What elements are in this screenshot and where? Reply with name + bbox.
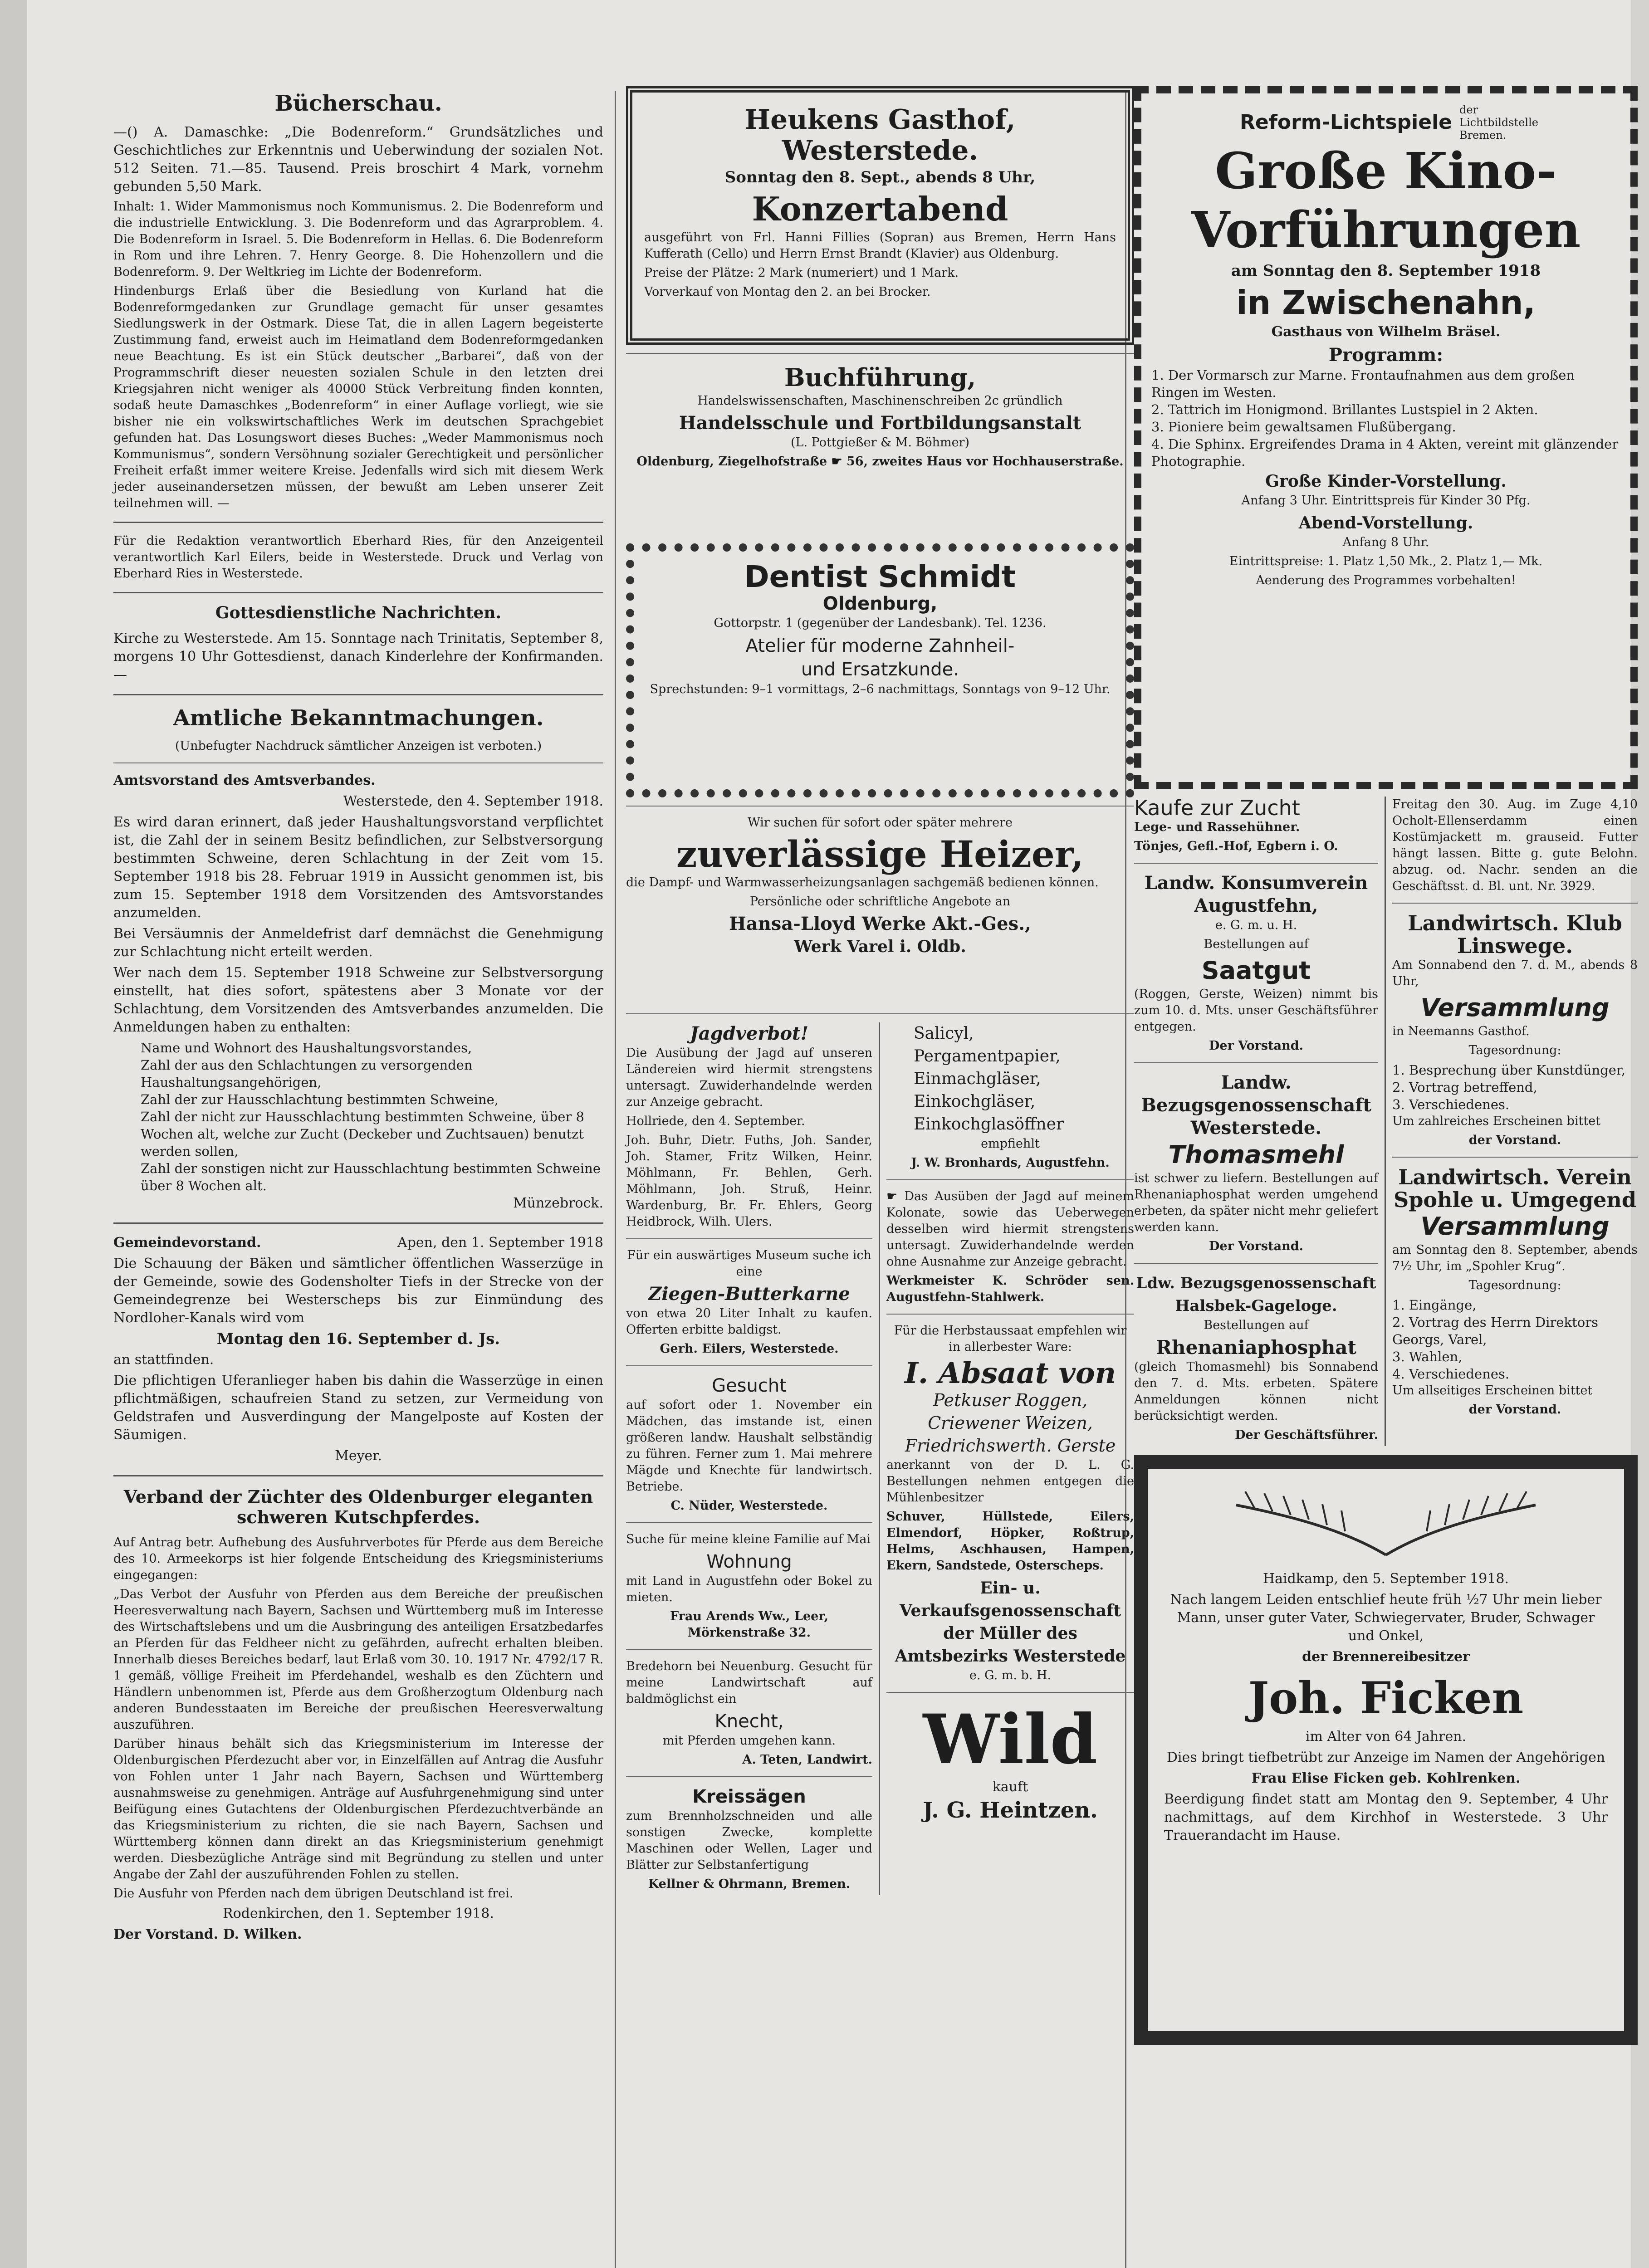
kino-title-line1: Große Kino-: [1215, 142, 1557, 200]
halsbek-title: Ldw. Bezugsgenossenschaft Halsbek-Gageloge.: [1136, 1274, 1376, 1315]
agenda-item: 3. Verschiedenes.: [1392, 1097, 1510, 1112]
column-rule: [615, 91, 616, 2268]
list-item: Zahl der nicht zur Hausschlachtung bestimmten Schweine, über 8 Wochen alt, welche zur Zucht (Deckeber und Zuchtsauen) benutzt werden sollen,: [141, 1109, 584, 1159]
absaat-item: Friedrichswerth. Gerste: [905, 1436, 1116, 1456]
museum-text2: von etwa 20 Liter Inhalt zu kaufen. Offerten erbitte baldigst.: [626, 1306, 872, 1337]
museum-title: Ziegen-Butterkarne: [648, 1283, 850, 1305]
kino-program-item: 1. Der Vormarsch zur Marne. Frontaufnahmen aus dem großen Ringen im Westen.: [1151, 367, 1575, 400]
buecherschau-intro: —() A. Damaschke: „Die Bodenreform.“ Grundsätzliches und Geschichtliches zur Erkenntnis und Ueberwindung der sozialen Not. 512 Seiten. 71.—85. Tausend. Preis broschirt 4 Mark, vornehm gebunden 5,50 Mark.: [113, 124, 603, 195]
konsum-signature: Der Vorstand.: [1209, 1039, 1303, 1053]
spohle-event: Versammlung: [1420, 1212, 1610, 1241]
divider: [1134, 1062, 1378, 1063]
right-right-subcolumn: [1386, 797, 1638, 1446]
divider: [1134, 1263, 1378, 1264]
kino-evening-start: Anfang 8 Uhr.: [1342, 535, 1429, 549]
gemeinde-header: [113, 1234, 603, 1255]
death-name: Joh. Ficken: [1248, 1672, 1524, 1724]
scan-edge-left: [0, 0, 27, 2268]
column-middle: [626, 86, 1134, 1895]
jagd-title: Jagdverbot!: [690, 1023, 809, 1044]
wild-text: kauft: [992, 1779, 1028, 1795]
klub-signature: der Vorstand.: [1468, 1133, 1561, 1147]
wild-signature: J. G. Heintzen.: [923, 1798, 1098, 1823]
divider: [113, 1222, 603, 1224]
list-item: Zahl der aus den Schlachtungen zu versorgenden Haushaltungsangehörigen,: [141, 1057, 473, 1090]
dentist-address: Gottorpstr. 1 (gegenüber der Landesbank). Tel. 1236.: [714, 616, 1047, 630]
jagd-names: Joh. Buhr, Dietr. Fuths, Joh. Sander, Joh. Stamer, Fritz Wilken, Heinr. Möhlmann, Fr. Behlen, Gerh. Möhlmann, Joh. Struß, Heinr. Wardenburg, Br. Fr. Ehlers, Georg Heidbrock, Wilh. Ulers.: [626, 1133, 872, 1229]
verband-heading: Verband der Züchter des Oldenburger eleganten schweren Kutschpferdes.: [123, 1486, 593, 1527]
gesucht-text: auf sofort oder 1. November ein Mädchen, das imstande ist, einen größeren landw. Haushalt selbständig zu führen. Ferner zum 1. Mai mehrere Mägde und Knechte für landwirtsch. Betriebe.: [626, 1398, 872, 1494]
bezugs-title: Landw. Bezugsgenossenschaft Westerstede.: [1141, 1072, 1371, 1139]
museum-signature: Gerh. Eilers, Westerstede.: [660, 1342, 839, 1356]
knecht-text: Bredehorn bei Neuenburg. Gesucht für meine Landwirtschaft auf baldmöglichst ein: [626, 1659, 872, 1706]
impressum: Für die Redaktion verantwortlich Eberhard Ries, für den Anzeigenteil verantwortlich Karl Eilers, beide in Westerstede. Druck und Verlag von Eberhard Ries in Westerstede.: [113, 534, 603, 581]
death-text2: Dies bringt tiefbetrübt zur Anzeige im Namen der Angehörigen: [1166, 1750, 1605, 1765]
middle-left-subcolumn: [626, 1022, 880, 1895]
amtsvorstand-signature: Münzebrock.: [513, 1195, 603, 1211]
list-item: Salicyl,: [914, 1024, 974, 1043]
amtsvorstand-list: [113, 1039, 603, 1194]
dentist-title: Dentist Schmidt: [744, 559, 1016, 594]
knecht-text2: mit Pferden umgehen kann.: [662, 1734, 836, 1748]
agenda-item: 1. Eingänge,: [1392, 1297, 1477, 1313]
zucht-title: Kaufe zur Zucht: [1134, 796, 1300, 820]
amtliche-title: Amtliche Bekanntmachungen.: [173, 705, 544, 731]
spohle-title: Landwirtsch. Verein Spohle u. Umgegend: [1394, 1165, 1636, 1212]
agenda-item: 2. Vortrag des Herrn Direktors Georgs, Varel,: [1392, 1315, 1598, 1347]
spohle-agenda: [1392, 1296, 1638, 1383]
konsum-title: Landw. Konsumverein Augustfehn,: [1144, 872, 1368, 916]
kino-venue: Gasthaus von Wilhelm Bräsel.: [1271, 324, 1501, 340]
agenda-item: 2. Vortrag betreffend,: [1392, 1080, 1537, 1095]
wild-title: Wild: [923, 1700, 1098, 1779]
kino-program-item: 2. Tattrich im Honigmond. Brillantes Lustspiel in 2 Akten.: [1151, 402, 1538, 417]
gasthof-presale: Vorverkauf von Montag den 2. an bei Brocker.: [644, 285, 931, 299]
thomas-text: ist schwer zu liefern. Bestellungen auf Rhenaniaphosphat werden umgehend erbeten, da später nicht mehr geliefert werden kann.: [1134, 1171, 1378, 1234]
wohnung-intro: Suche für meine kleine Familie auf Mai: [626, 1532, 871, 1546]
absaat-intro: Für die Herbstaussaat empfehlen wir in allerbester Ware:: [894, 1324, 1127, 1354]
column-left: [113, 86, 603, 1946]
buecherschau-text: Hindenburgs Erlaß über die Besiedlung von Kurland hat die Bodenreformgedanken zur Grundlage gemacht für unser gesamtes Siedlungswerk in der Ostmark. Diese Tat, die in allen Lagern begeisterte Zustimmung fand, erweist auch im Heimatland dem Bodenreformgedanken neue Beachtung. Es ist ein Stück deutscher „Barbarei“, daß von der Programmschrift dieser neuesten sozialen Schule in den letzten drei Kriegsjahren nicht weniger als 40000 Stück Verbreitung finden konnten, sodaß heute Damaschkes „Bodenreform“ in einer Auflage vorliegt, wie sie bisher nie ein volkswirtschaftliches Werk im deutschen Sprachgebiet gefunden hat. Das Losungswort dieses Buches: „Weder Mammonismus noch Kommunismus“, sondern Versöhnung sozialer Gerechtigkeit und persönlicher Freiheit erfaßt immer weitere Kreise. Jedenfalls wird sich mit diesem Werk jeder auseinandersetzen müssen, der bewußt am Leben unserer Zeit teilnehmen will. —: [113, 284, 603, 510]
jagd2-text: ☛ Das Ausüben der Jagd auf meinem Kolonate, sowie das Ueberwegen desselben wird hiermit strengstens untersagt. Zuwiderhandelnde werden ohne Ausnahme zur Anzeige gebracht.: [886, 1189, 1134, 1269]
divider: [886, 1692, 1134, 1693]
death-place-date: Haidkamp, den 5. September 1918.: [1262, 1571, 1509, 1587]
dentist-hours: Sprechstunden: 9–1 vormittags, 2–6 nachmittags, Sonntags von 9–12 Uhr.: [650, 682, 1111, 696]
halsbek-text2: (gleich Thomasmehl) bis Sonnabend den 7. d. Mts. erbeten. Spätere Anmeldungen können nicht berücksichtigt werden.: [1134, 1360, 1378, 1423]
absaat-text: anerkannt von der D. L. G. Bestellungen nehmen entgegen die Mühlenbesitzer: [886, 1458, 1134, 1505]
wohnung-signature: Frau Arends Ww., Leer, Mörkenstraße 32.: [670, 1609, 828, 1640]
kino-title-line2: Vorführungen: [1191, 200, 1581, 259]
absaat-item: Petkuser Roggen,: [933, 1390, 1088, 1410]
konsum-subtitle: e. G. m. u. H.: [1215, 918, 1297, 932]
buchfuehrung-address: Oldenburg, Ziegelhofstraße ☛ 56, zweites Haus vor Hochhauserstraße.: [636, 455, 1124, 469]
death-signature: Frau Elise Ficken geb. Kohlrenken.: [1251, 1770, 1521, 1786]
list-item: Einkochglasöffner: [914, 1115, 1064, 1134]
kino-children-show: Große Kinder-Vorstellung.: [1265, 472, 1507, 491]
kino-theater: Reform-Lichtspiele: [1240, 111, 1452, 134]
kino-note: Aenderung des Programmes vorbehalten!: [1256, 573, 1516, 587]
list-item: Einkochgläser,: [914, 1092, 1036, 1111]
konsum-item: Saatgut: [1201, 956, 1311, 985]
divider: [626, 353, 1134, 354]
jagd-date: Hollriede, den 4. September.: [626, 1114, 805, 1128]
amtsvorstand-paragraph: Es wird daran erinnert, daß jeder Haushaltungsvorstand verpflichtet ist, die Zahl der in seinem Besitz befindlichen, zur Selbstversorgung bestimmten Schweine, deren Schlachtung in der Zeit vom 15. September 1918 bis 28. Februar 1919 in Aussicht genommen ist, bis zum 15. September 1918 dem Vorsitzenden des Amtsvorstandes anzumelden.: [113, 814, 603, 921]
gasthof-price: Preise der Plätze: 2 Mark (numeriert) und 1 Mark.: [644, 266, 959, 280]
salicyl-recommends: empfiehlt: [981, 1137, 1040, 1151]
buchfuehrung-school: Handelsschule und Fortbildungsanstalt: [679, 412, 1081, 434]
palm-branches-icon: [1227, 1487, 1545, 1559]
zucht-signature: Tönjes, Gefl.-Hof, Egbern i. O.: [1134, 839, 1338, 853]
thomas-signature: Der Vorstand.: [1209, 1239, 1303, 1253]
absaat-names: Schuver, Hüllstede, Eilers, Elmendorf, Höpker, Roßtrup, Helms, Aschhausen, Hampen, Ekern, Sandstede, Osterscheps.: [886, 1510, 1134, 1573]
heizer-ad: [626, 815, 1134, 1005]
heizer-company: Hansa-Lloyd Werke Akt.-Ges.,: [729, 913, 1031, 934]
gasthof-ad: [626, 86, 1134, 345]
list-item: Einmachgläser,: [914, 1070, 1041, 1088]
kino-place: in Zwischenahn,: [1236, 284, 1536, 322]
palm-branches-icon: [1164, 1487, 1608, 1570]
verband-signature: Der Vorstand. D. Wilken.: [113, 1926, 302, 1942]
list-item: Name und Wohnort des Haushaltungsvorstandes,: [141, 1040, 472, 1056]
gasthof-date: Sonntag den 8. Sept., abends 8 Uhr,: [724, 168, 1036, 186]
absaat-title: I. Absaat von: [904, 1356, 1116, 1390]
amtliche-subtitle: (Unbefugter Nachdruck sämtlicher Anzeigen ist verboten.): [175, 739, 542, 753]
gasthof-event: Konzertabend: [752, 190, 1008, 228]
divider: [886, 1314, 1134, 1315]
divider: [626, 1013, 1134, 1014]
konsum-text: Bestellungen auf: [1204, 937, 1309, 951]
salicyl-shop: J. W. Bronhards, Augustfehn.: [911, 1156, 1110, 1170]
divider: [626, 1649, 872, 1650]
gesucht-title: Gesucht: [712, 1375, 787, 1396]
death-notice-inner: [1148, 1469, 1624, 2031]
halsbek-text: Bestellungen auf: [1204, 1318, 1309, 1332]
absaat-organization-form: e. G. m. b. H.: [969, 1668, 1052, 1682]
halsbek-item: Rhenaniaphosphat: [1156, 1336, 1356, 1359]
kino-children-text: Anfang 3 Uhr. Eintrittspreis für Kinder 30 Pfg.: [1241, 494, 1531, 508]
buecherschau-inhalt: Inhalt: 1. Wider Mammonismus noch Kommunismus. 2. Die Bodenreform und die industrielle Entwicklung. 3. Die Bodenreform und das Agrarproblem. 4. Die Bodenreform in Israel. 5. Die Bodenreform in Hellas. 6. Die Bodenreform in Rom und ihre Lehren. 7. Henry George. 8. Die Hohenzollern und die Bodenreform. 9. Der Weltkrieg im Lichte der Bodenreform.: [113, 200, 603, 279]
gemeinde-paragraph: an stattfinden.: [113, 1352, 214, 1368]
heizer-text: die Dampf- und Warmwasserheizungsanlagen sachgemäß bedienen können.: [626, 875, 1099, 890]
agenda-item: 1. Besprechung über Kunstdünger,: [1392, 1062, 1625, 1078]
divider: [113, 694, 603, 695]
klub-place: in Neemanns Gasthof.: [1392, 1024, 1530, 1038]
spohle-agenda-heading: Tagesordnung:: [1468, 1278, 1561, 1292]
kino-date: am Sonntag den 8. September 1918: [1231, 262, 1541, 280]
gemeinde-paragraph: Die Schauung der Bäken und sämtlicher öffentlichen Wasserzüge in der Gemeinde, sowie des Godensholter Tiefs in der Strecke von der Gemeindegrenze bei Westerscheps bis zur Einmündung des Nordloher-Kanals wird vom: [113, 1256, 603, 1326]
kino-header: [1151, 103, 1620, 142]
heizer-intro: Wir suchen für sofort oder später mehrere: [748, 816, 1013, 830]
middle-right-subcolumn: [880, 1022, 1134, 1895]
divider: [626, 806, 1134, 807]
verband-paragraph: Auf Antrag betr. Aufhebung des Ausfuhrverbotes für Pferde aus dem Bereiche des 10. Armeekorps ist hier folgende Entscheidung des Kriegsministeriums eingegangen:: [113, 1535, 603, 1582]
heizer-contact: Persönliche oder schriftliche Angebote an: [749, 894, 1011, 909]
amtsvorstand-heading: Amtsvorstand des Amtsverbandes.: [113, 772, 376, 788]
buchfuehrung-owner: (L. Pottgießer & M. Böhmer): [791, 435, 969, 450]
wohnung-text: mit Land in Augustfehn oder Bokel zu mieten.: [626, 1574, 872, 1604]
right-split-ads: [1134, 797, 1638, 1446]
middle-split-ads: [626, 1022, 1134, 1895]
column-right: [1134, 86, 1638, 2045]
jagd-text: Die Ausübung der Jagd auf unseren Ländereien wird hiermit strengstens untersagt. Zuwiderhandelnde werden zur Anzeige gebracht.: [626, 1046, 872, 1109]
klub-title: Landwirtsch. Klub Linswege.: [1408, 911, 1622, 958]
zucht-text: Lege- und Rassehühner.: [1134, 820, 1300, 834]
list-item: Zahl der sonstigen nicht zur Hausschlachtung bestimmten Schweine über 8 Wochen alt.: [141, 1161, 601, 1193]
death-burial: Beerdigung findet statt am Montag den 9. September, 4 Uhr nachmittags, auf dem Kirchhof in Westerstede. 3 Uhr Trauerandacht im Hause.: [1164, 1791, 1608, 1843]
death-notice: [1134, 1455, 1638, 2045]
divider: [113, 522, 603, 523]
divider: [1134, 863, 1378, 864]
saege-title: Kreissägen: [692, 1786, 806, 1807]
gemeinde-date: Apen, den 1. September 1918: [397, 1235, 603, 1251]
klub-agenda-heading: Tagesordnung:: [1468, 1043, 1561, 1057]
wohnung-title: Wohnung: [706, 1551, 792, 1572]
dentist-ad: [626, 543, 1134, 797]
spohle-date: am Sonntag den 8. September, abends 7½ Uhr, im „Spohler Krug“.: [1392, 1243, 1638, 1273]
agenda-item: 3. Wahlen,: [1392, 1349, 1463, 1364]
spohle-note: Um allseitiges Erscheinen bittet: [1392, 1383, 1593, 1398]
kino-evening-prices: Eintrittspreise: 1. Platz 1,50 Mk., 2. Platz 1,— Mk.: [1229, 554, 1543, 568]
death-age: im Alter von 64 Jahren.: [1305, 1729, 1467, 1745]
kino-evening-show: Abend-Vorstellung.: [1298, 513, 1473, 533]
halsbek-signature: Der Geschäftsführer.: [1235, 1428, 1378, 1442]
gemeinde-heading: Gemeindevorstand.: [113, 1235, 261, 1251]
buchfuehrung-title: Buchführung,: [784, 363, 976, 392]
divider: [626, 1522, 872, 1523]
gottesdienst-text: Kirche zu Westerstede. Am 15. Sonntage nach Trinitatis, September 8, morgens 10 Uhr Gottesdienst, danach Kinderlehre der Konfirmanden. —: [113, 631, 603, 683]
agenda-item: 4. Verschiedenes.: [1392, 1366, 1510, 1382]
kino-program-heading: Programm:: [1328, 344, 1443, 366]
museum-text: Für ein auswärtiges Museum suche ich eine: [627, 1248, 871, 1279]
death-role: der Brennereibesitzer: [1302, 1649, 1470, 1665]
gottesdienst-title: Gottesdienstliche Nachrichten.: [215, 603, 502, 622]
thomas-title: Thomasmehl: [1168, 1140, 1344, 1169]
right-left-subcolumn: [1134, 797, 1386, 1446]
divider: [626, 1776, 872, 1777]
gesucht-signature: C. Nüder, Westerstede.: [670, 1499, 828, 1513]
kino-program-list: [1151, 367, 1620, 470]
klub-event: Versammlung: [1420, 993, 1610, 1022]
verband-paragraph: Darüber hinaus behält sich das Kriegsministerium im Interesse der Oldenburgischen Pferdezucht aber vor, in Einzelfällen auf Antrag die Ausfuhr von Fohlen unter 1 Jahr nach Bayern, Sachsen und Württemberg ausnahmsweise zu genehmigen. Anträge auf Ausfuhrgenehmigung sind unter Beifügung eines Gutachtens der Oldenburgischen Pferdezuchtverbände an das Kriegsministerium zu richten, die sie nach Bayern, Sachsen und Württemberg können dann direkt an das Kriegsministerium genehmigt werden. Diesbezügliche Anträge sind mit Begründung zu stellen und unter Angabe der Zahl der auszuführenden Fohlen zu stellen.: [113, 1737, 603, 1882]
knecht-signature: A. Teten, Landwirt.: [742, 1753, 872, 1767]
knecht-title: Knecht,: [714, 1711, 784, 1732]
verband-paragraph: „Das Verbot der Ausfuhr von Pferden aus dem Bereiche der preußischen Heeresverwaltung nach Bayern, Sachsen und Württemberg muß im Interesse des Wirtschaftslebens und um die Ausbringung des anteiligen Ersatzbedarfes an Pferden für das Feldheer nicht zu gefährden, aufrecht erhalten bleiben. Innerhalb dieses Bereiches bedarf, laut Erlaß vom 30. 10. 1917 Nr. 4792/17 R. 1 gemäß, völlige Freiheit im Pferdehandel, weshalb es den Züchtern und Händlern unbenommen ist, Pferde aus dem Großherzogtum Oldenburg nach anderen Bundesstaaten im Bereiche der preußischen Heeresverwaltung auszuführen.: [113, 1587, 603, 1732]
kino-program-item: 4. Die Sphinx. Ergreifendes Drama in 4 Akten, vereint mit glänzender Photographie.: [1151, 436, 1619, 469]
klub-date: Am Sonnabend den 7. d. M., abends 8 Uhr,: [1392, 958, 1638, 988]
gemeinde-signature: Meyer.: [335, 1448, 382, 1464]
dentist-line: und Ersatzkunde.: [801, 659, 959, 680]
absaat-organization: Ein- u. Verkaufsgenossenschaft der Müller des Amtsbezirks Westerstede: [895, 1579, 1126, 1666]
heizer-place: Werk Varel i. Oldb.: [794, 937, 966, 956]
heizer-title: zuverlässige Heizer,: [676, 833, 1084, 875]
kino-program-item: 3. Pioniere beim gewaltsamen Flußübergang.: [1151, 419, 1456, 435]
buecherschau-title: Bücherschau.: [274, 91, 442, 116]
gasthof-title: Heukens Gasthof, Westerstede.: [744, 104, 1016, 166]
amtsvorstand-paragraph: Bei Versäumnis der Anmeldefrist darf demnächst die Genehmigung zur Schlachtung nicht erteilt werden.: [113, 926, 603, 960]
dentist-line: Atelier für moderne Zahnheil-: [745, 635, 1015, 656]
saege-signature: Kellner & Ohrmann, Bremen.: [648, 1877, 851, 1891]
amtsvorstand-date: Westerstede, den 4. September 1918.: [343, 793, 603, 809]
kino-ad: [1134, 86, 1638, 789]
lost-item-text: Freitag den 30. Aug. im Zuge 4,10 Ocholt-Ellenserdamm einen Kostümjackett m. grauseid. Futter hängt lassen. Bitte g. gute Belohn. abzug. od. Nachr. senden an die Geschäftsst. d. Bl. unt. Nr. 3929.: [1392, 797, 1638, 893]
verband-date: Rodenkirchen, den 1. September 1918.: [223, 1906, 494, 1921]
gasthof-text: ausgeführt von Frl. Hanni Fillies (Sopran) aus Bremen, Herrn Hans Kufferath (Cello) und Herrn Ernst Brandt (Klavier) aus Oldenburg.: [644, 230, 1116, 261]
amtsvorstand-paragraph: Wer nach dem 15. September 1918 Schweine zur Selbstversorgung einstellt, hat dies sofort, spätestens aber 3 Monate vor der Schlachtung, dem Vorsitzenden des Amtsverbandes anzumelden. Die Anmeldungen haben zu enthalten:: [113, 965, 603, 1035]
verband-paragraph: Die Ausfuhr von Pferden nach dem übrigen Deutschland ist frei.: [113, 1887, 514, 1901]
salicyl-list: [886, 1022, 1134, 1136]
gemeinde-paragraph: Die pflichtigen Uferanlieger haben bis dahin die Wasserzüge in einen pflichtmäßigen, schaufreien Stand zu setzen, zur Vermeidung von Geldstrafen und Ausverdingung der Mangelposte auf Kosten der Säumigen.: [113, 1373, 603, 1443]
divider: [626, 1365, 872, 1366]
saege-text: zum Brennholzschneiden und alle sonstigen Zwecke, komplette Maschinen oder Wellen, Lager und Blätter zur Selbstanfertigung: [626, 1809, 872, 1872]
divider: [1392, 903, 1638, 904]
gemeinde-date-bold: Montag den 16. September d. Js.: [216, 1330, 500, 1348]
divider: [1392, 1157, 1638, 1158]
konsum-text2: (Roggen, Gerste, Weizen) nimmt bis zum 10. d. Mts. unser Geschäftsführer entgegen.: [1134, 987, 1378, 1034]
spohle-signature: der Vorstand.: [1468, 1403, 1561, 1417]
klub-agenda: [1392, 1061, 1638, 1113]
divider: [886, 1179, 1134, 1180]
buchfuehrung-ad: [626, 362, 1134, 543]
kino-theater-note: der Lichtbildstelle Bremen.: [1459, 103, 1538, 142]
divider: [626, 1238, 872, 1239]
divider: [113, 1475, 603, 1476]
list-item: Zahl der zur Hausschlachtung bestimmten Schweine,: [141, 1092, 499, 1107]
dentist-city: Oldenburg,: [822, 593, 938, 614]
list-item: Pergamentpapier,: [914, 1047, 1061, 1066]
divider: [113, 592, 603, 593]
klub-note: Um zahlreiches Erscheinen bittet: [1392, 1114, 1601, 1128]
jagd2-signature: Werkmeister K. Schröder sen. Augustfehn-Stahlwerk.: [886, 1274, 1134, 1304]
absaat-item: Criewener Weizen,: [928, 1413, 1093, 1433]
death-text: Nach langem Leiden entschlief heute früh ½7 Uhr mein lieber Mann, unser guter Vater, Schwiegervater, Bruder, Schwager und Onkel,: [1170, 1592, 1602, 1644]
buchfuehrung-text: Handelswissenschaften, Maschinenschreiben 2c gründlich: [697, 394, 1063, 408]
